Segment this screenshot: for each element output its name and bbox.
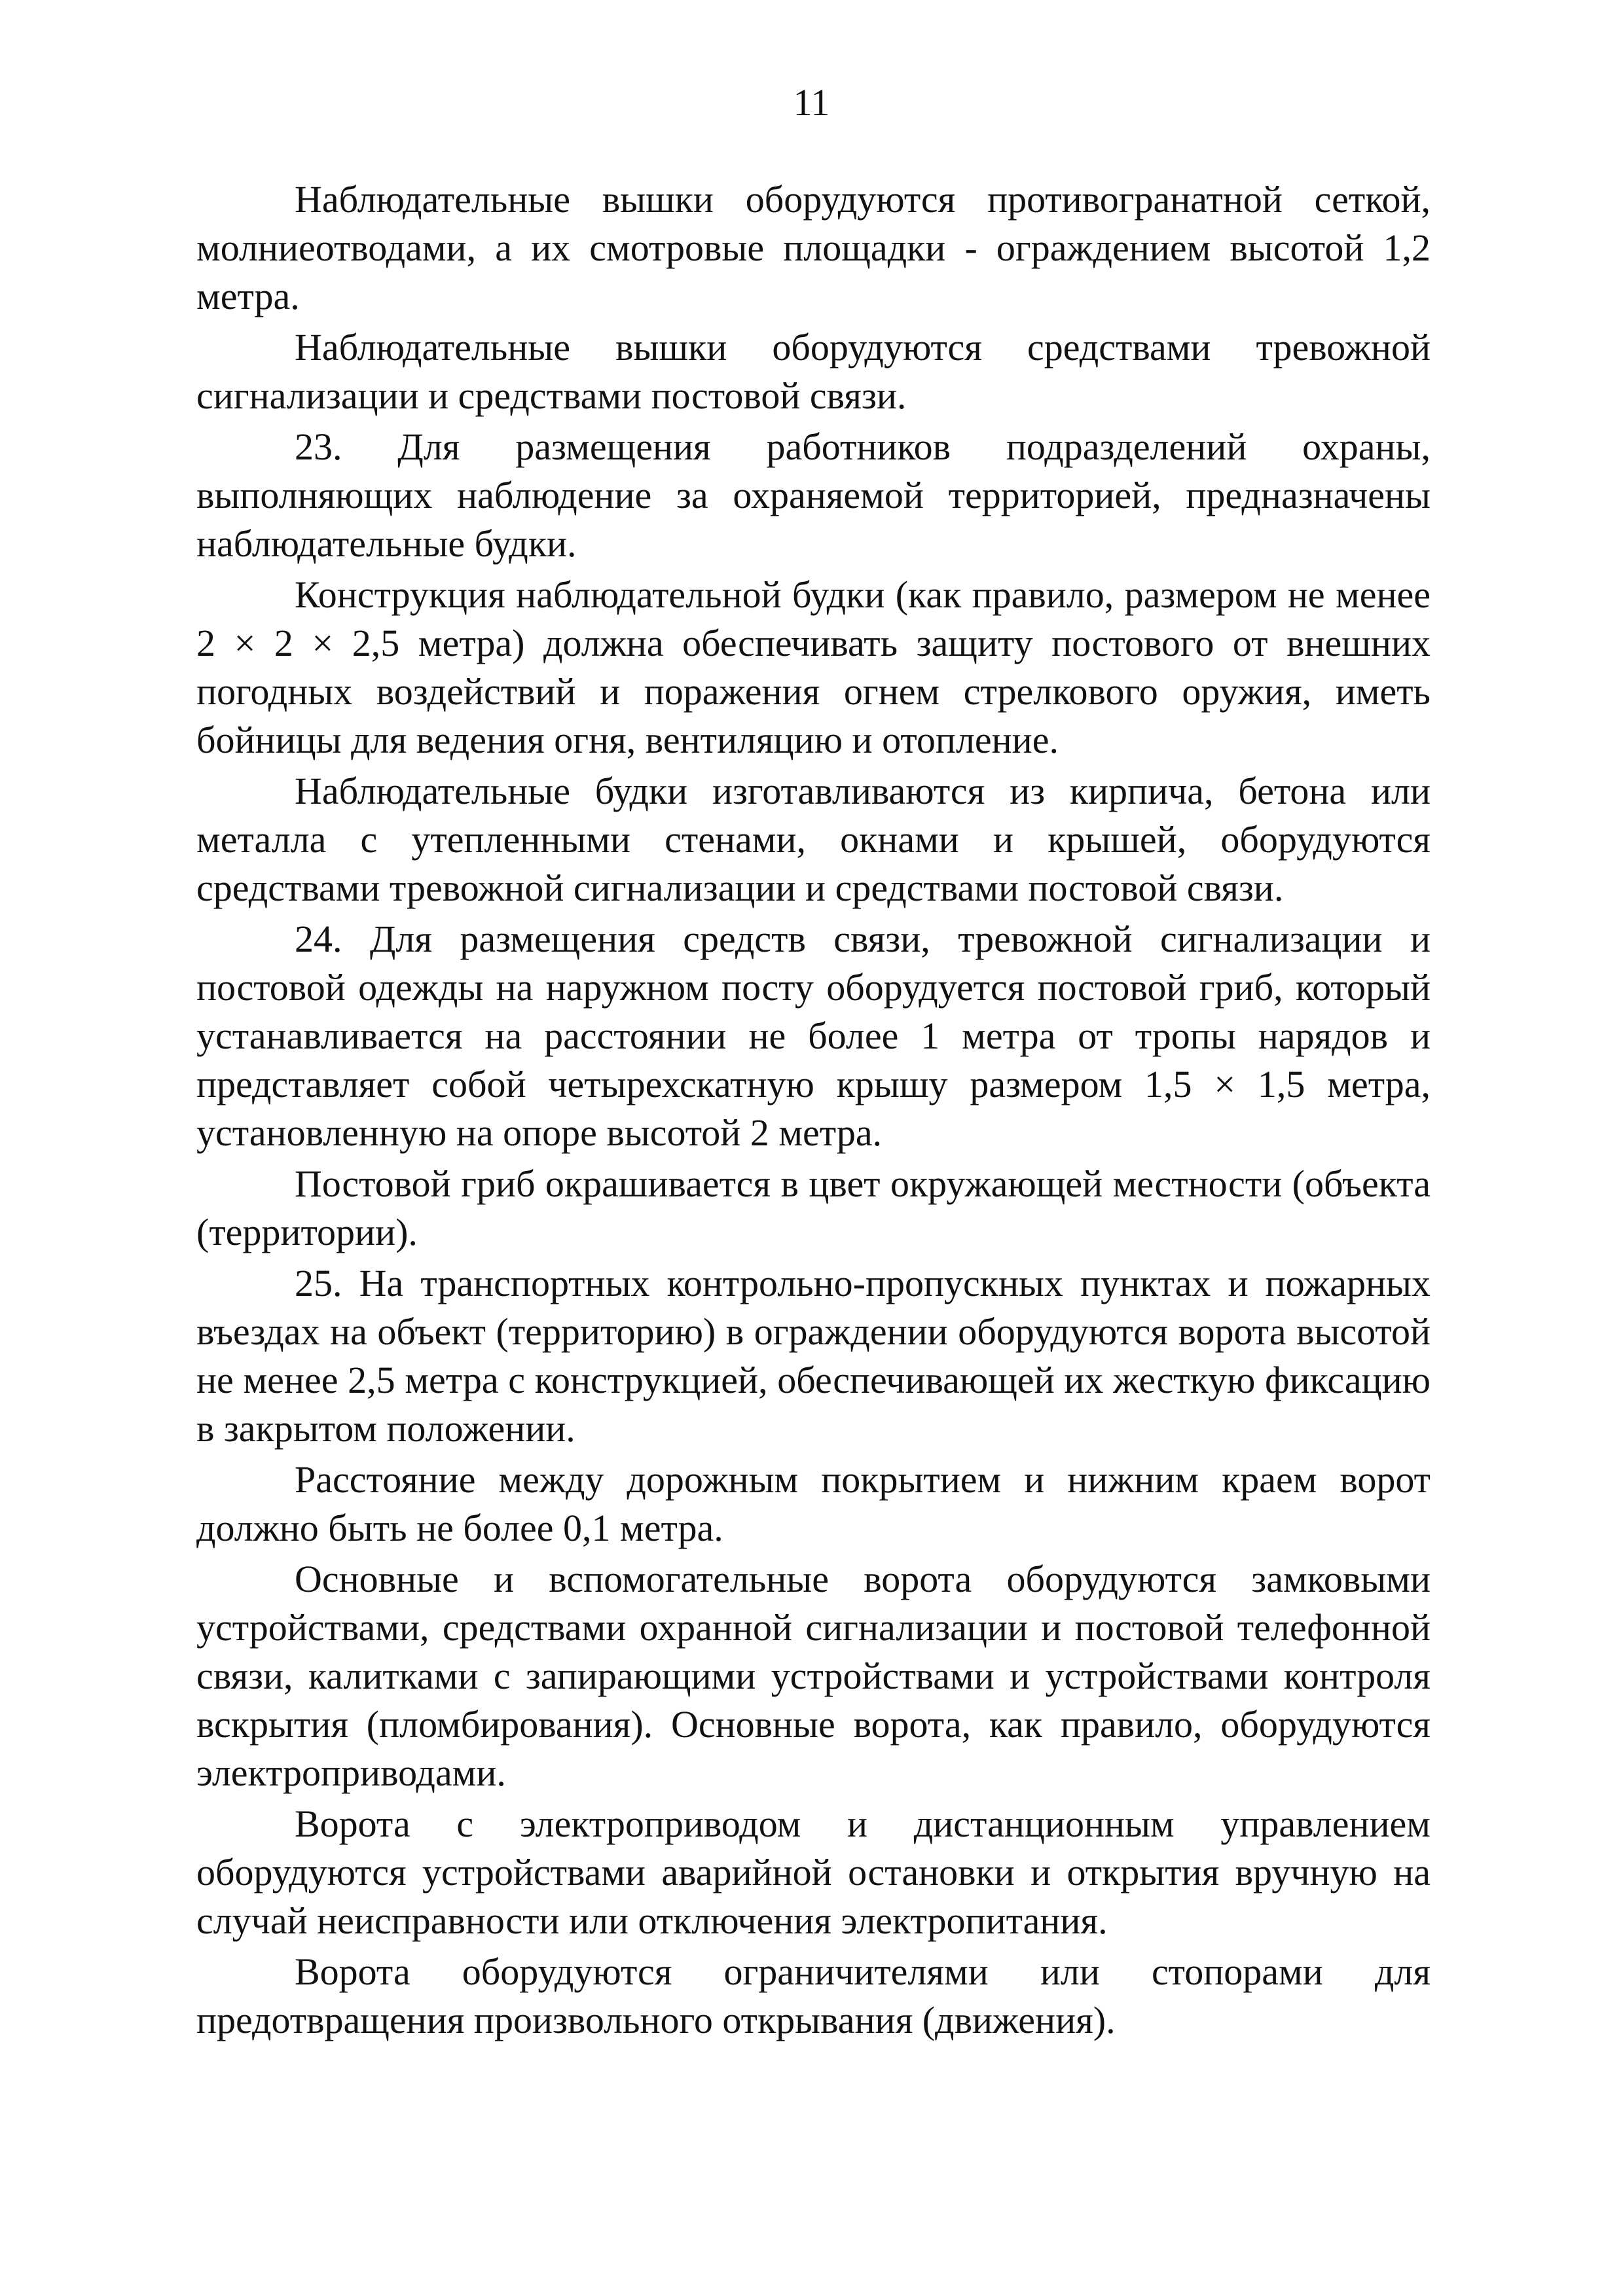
paragraph-booth-materials: Наблюдательные будки изготавливаются из кирпича, бетона или металла с утепленными стенами, окнами и крышей, оборудуются средствами тревожной сигнализации и средствами постовой связи. [196,770,1431,909]
paragraph-item-23: 23. Для размещения работников подразделений охраны, выполняющих наблюдение за охраняемой территорией, предназначены наблюдательные будки. [196,425,1431,565]
paragraph-towers-alarm: Наблюдательные вышки оборудуются средствами тревожной сигнализации и средствами постовой связи. [196,326,1431,417]
paragraph-mushroom-color: Постовой гриб окрашивается в цвет окружающей местности (объекта (территории). [196,1162,1431,1253]
document-body [196,175,1431,2047]
paragraph-booth-construction: Конструкция наблюдательной будки (как правило, размером не менее 2 × 2 × 2,5 метра) должна обеспечивать защиту постового от внешних погодных воздействий и поражения огнем стрелкового оружия, иметь бойницы для ведения огня, вентиляцию и отопление. [196,573,1431,761]
paragraph-gate-electric: Ворота с электроприводом и дистанционным управлением оборудуются устройствами аварийной остановки и открытия вручную на случай неисправности или отключения электропитания. [196,1803,1431,1942]
paragraph-towers-equipment: Наблюдательные вышки оборудуются противогранатной сеткой, молниеотводами, а их смотровые площадки - ограждением высотой 1,2 метра. [196,178,1431,317]
page-number: 11 [793,81,830,124]
paragraph-gate-clearance: Расстояние между дорожным покрытием и нижним краем ворот должно быть не более 0,1 метра. [196,1458,1431,1549]
paragraph-gate-equipment: Основные и вспомогательные ворота оборудуются замковыми устройствами, средствами охранной сигнализации и постовой телефонной связи, калитками с запирающими устройствами и устройствами контроля вскрытия (пломбирования). Основные ворота, как правило, оборудуются электроприводами. [196,1558,1431,1794]
paragraph-gate-stoppers: Ворота оборудуются ограничителями или стопорами для предотвращения произвольного открывания (движения). [196,1950,1431,2041]
paragraph-item-24: 24. Для размещения средств связи, тревожной сигнализации и постовой одежды на наружном посту оборудуется постовой гриб, который устанавливается на расстоянии не более 1 метра от тропы нарядов и представляет собой четырехскатную крышу размером 1,5 × 1,5 метра, установленную на опоре высотой 2 метра. [196,918,1431,1154]
paragraph-item-25: 25. На транспортных контрольно-пропускных пунктах и пожарных въездах на объект (территорию) в ограждении оборудуются ворота высотой не менее 2,5 метра с конструкцией, обеспечивающей их жесткую фиксацию в закрытом положении. [196,1262,1431,1450]
